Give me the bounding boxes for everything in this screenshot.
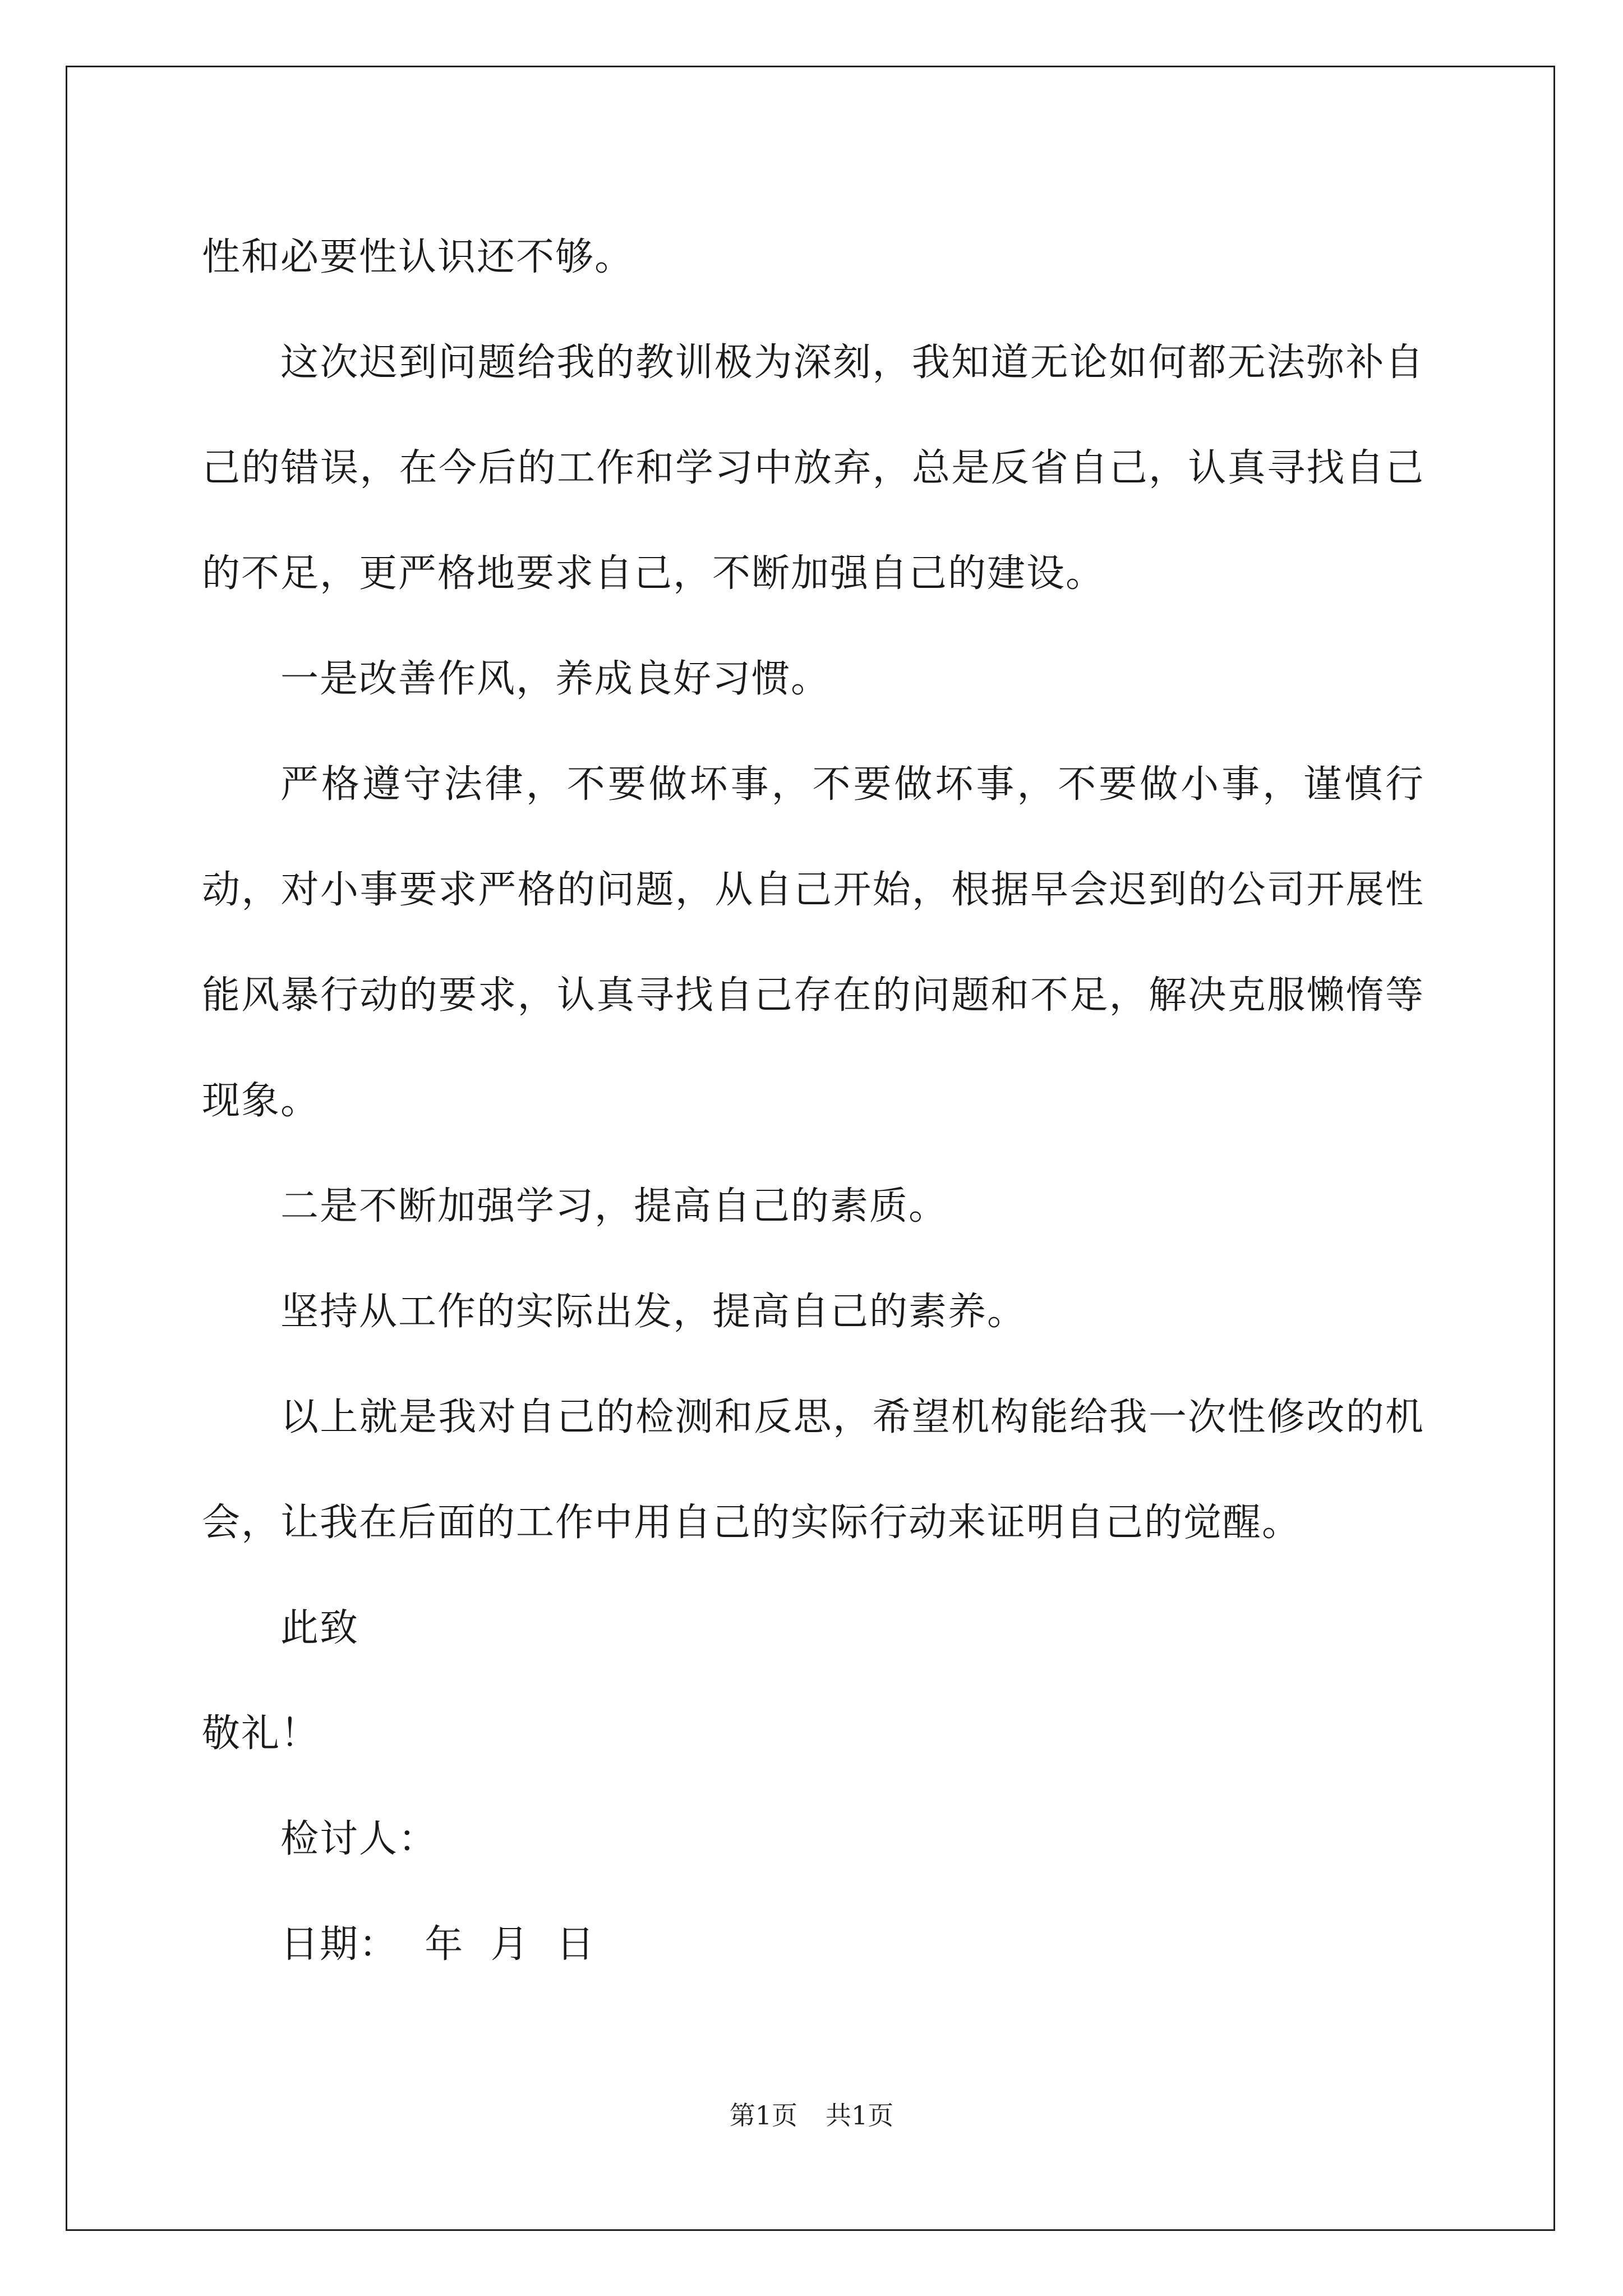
paragraph-6: 坚持从工作的实际出发，提高自己的素养。 bbox=[280, 1290, 1027, 1334]
paragraph-3: 一是改善作风，养成良好习惯。 bbox=[280, 657, 831, 701]
signer-label: 检讨人： bbox=[280, 1817, 438, 1861]
document-body bbox=[202, 205, 1424, 1998]
paragraph-1: 性和必要性认识还不够。 bbox=[202, 235, 634, 279]
page-footer bbox=[0, 2095, 1623, 2132]
paragraph-4: 严格遵守法律，不要做坏事，不要做坏事，不要做小事，谨慎行动，对小事要求严格的问题，从自己开始，根据早会迟到的公司开展性能风暴行动的要求，认真寻找自己存在的问题和不足，解决克服懒惰等现象。 bbox=[202, 762, 1424, 1123]
paragraph-7: 以上就是我对自己的检测和反思，希望机构能给我一次性修改的机会，让我在后面的工作中用自己的实际行动来证明自己的觉醒。 bbox=[202, 1395, 1424, 1545]
paragraph-2: 这次迟到问题给我的教训极为深刻，我知道无论如何都无法弥补自己的错误，在今后的工作和学习中放弃，总是反省自己，认真寻找自己的不足，更严格地要求自己，不断加强自己的建设。 bbox=[202, 341, 1424, 596]
paragraph-5: 二是不断加强学习，提高自己的素质。 bbox=[280, 1184, 948, 1228]
date-line: 日期： 年 月 日 bbox=[280, 1922, 596, 1967]
page-number-total: 共1页 bbox=[826, 2100, 894, 2131]
closing-salutation: 此致 bbox=[280, 1606, 359, 1650]
closing-regards: 敬礼！ bbox=[202, 1711, 320, 1756]
page-number-current: 第1页 bbox=[729, 2100, 797, 2131]
